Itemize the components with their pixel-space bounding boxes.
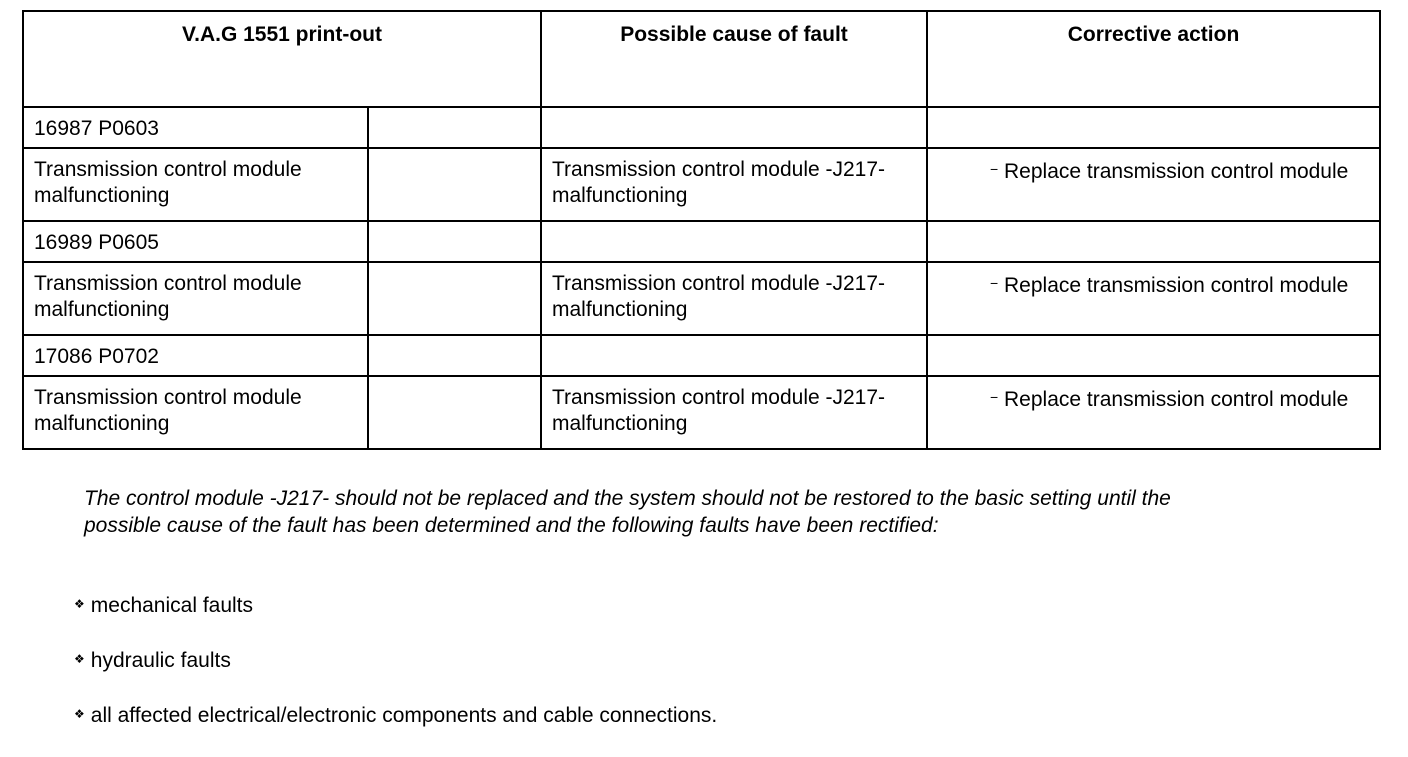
table-row xyxy=(23,335,1380,376)
empty-cell xyxy=(368,221,541,262)
fault-table xyxy=(22,10,1381,450)
dash-icon: − xyxy=(990,161,999,177)
fault-cause: Transmission control module -J217- malfunctioning xyxy=(541,262,927,335)
diamond-bullet-icon: ❖ xyxy=(74,597,85,611)
empty-cell xyxy=(541,221,927,262)
header-cause: Possible cause of fault xyxy=(541,11,927,107)
list-item xyxy=(74,592,717,647)
empty-cell xyxy=(368,107,541,148)
note-text: The control module -J217- should not be replaced and the system should not be restored to the basic setting until the possible cause of the fault has been determined and the following faults have been rectified: xyxy=(84,487,1171,537)
list-item xyxy=(74,647,717,702)
fault-code: 16987 P0603 xyxy=(23,107,368,148)
empty-cell xyxy=(541,107,927,148)
table-row xyxy=(23,148,1380,221)
list-item-text: hydraulic faults xyxy=(90,649,231,672)
fault-action xyxy=(927,262,1380,335)
fault-checklist xyxy=(74,592,717,757)
diamond-bullet-icon: ❖ xyxy=(74,652,85,666)
table-row xyxy=(23,107,1380,148)
table-row xyxy=(23,221,1380,262)
fault-code: 17086 P0702 xyxy=(23,335,368,376)
table-row xyxy=(23,376,1380,449)
fault-description: Transmission control module malfunctioning xyxy=(23,262,368,335)
table-header-row xyxy=(23,11,1380,107)
empty-cell xyxy=(927,335,1380,376)
list-item-text: all affected electrical/electronic components and cable connections. xyxy=(90,704,718,727)
fault-description: Transmission control module malfunctioning xyxy=(23,376,368,449)
fault-cause: Transmission control module -J217- malfunctioning xyxy=(541,148,927,221)
diamond-bullet-icon: ❖ xyxy=(74,707,85,721)
list-item-text: mechanical faults xyxy=(90,594,254,617)
fault-action-text: Replace transmission control module xyxy=(1004,160,1349,183)
fault-description: Transmission control module malfunctioning xyxy=(23,148,368,221)
table-row xyxy=(23,262,1380,335)
fault-action-text: Replace transmission control module xyxy=(1004,274,1349,297)
fault-action-text: Replace transmission control module xyxy=(1004,388,1349,411)
empty-cell xyxy=(368,148,541,221)
empty-cell xyxy=(368,376,541,449)
list-item xyxy=(74,702,717,757)
empty-cell xyxy=(927,107,1380,148)
fault-action xyxy=(927,148,1380,221)
empty-cell xyxy=(368,262,541,335)
empty-cell xyxy=(368,335,541,376)
header-action: Corrective action xyxy=(927,11,1380,107)
fault-code: 16989 P0605 xyxy=(23,221,368,262)
empty-cell xyxy=(541,335,927,376)
empty-cell xyxy=(927,221,1380,262)
fault-cause: Transmission control module -J217- malfunctioning xyxy=(541,376,927,449)
header-printout: V.A.G 1551 print-out xyxy=(23,11,541,107)
dash-icon: − xyxy=(990,275,999,291)
fault-action xyxy=(927,376,1380,449)
dash-icon: − xyxy=(990,389,999,405)
